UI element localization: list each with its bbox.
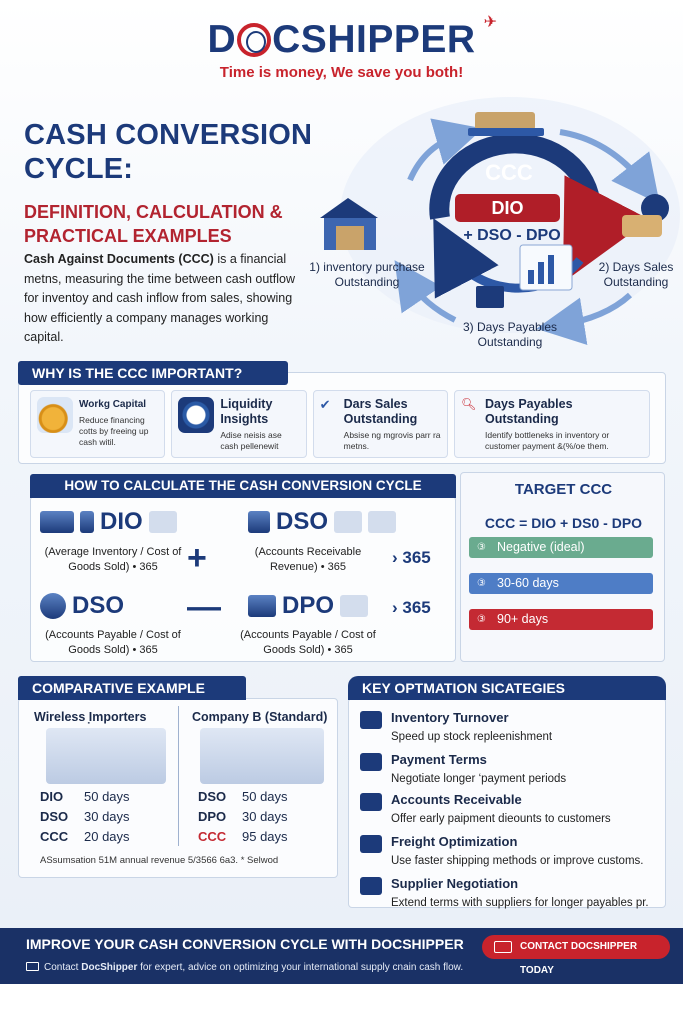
strategy-desc: Extend terms with suppliers for longer payables pr. [391,897,649,909]
document-icon [360,877,382,895]
bar-label: 30-60 days [497,576,559,590]
strategy-payment-terms [360,752,665,787]
search-icon: ✔ [319,397,331,412]
coins-icon [37,397,73,433]
note-brand: DocShipper [81,962,138,973]
minus-operator: — [187,588,221,626]
globe-icon [237,23,271,57]
why-card-title: Days Payables Outstanding [484,397,573,426]
cycle-step-2: 2) Days Sales Outstanding [598,260,674,289]
comp-b-row [198,826,288,847]
bar-marker: ③ [477,542,486,553]
metric-key: CCC [40,829,69,844]
truck-icon [248,595,276,617]
why-card-title: Dars Sales Outstanding [343,397,418,426]
office-illustration [200,728,324,784]
why-card-desc: Adise neisis ase cash pellenewit [220,430,282,451]
intro-paragraph [24,250,309,348]
comparative-heading: COMPARATIVE EXAMPLE [18,676,246,700]
why-card-dpo [454,390,650,458]
person-icon [40,593,66,619]
metric-value: 95 days [242,829,288,844]
comp-a-row [40,826,130,847]
cycle-diagram [300,90,683,360]
page-subtitle: DEFINITION, CALCULATION & PRACTICAL EXAMPLES [24,202,283,246]
metric-value: 20 days [84,829,130,844]
brand-header [0,14,683,81]
target-bar-30-60 [469,573,653,594]
stack-icon [360,753,382,771]
warehouse-illustration [46,728,166,784]
magnifier-icon: 🔍︎ [460,397,477,411]
strategy-title: Supplier Negotiation [391,876,519,891]
cycle-step-3: 3) Days Payables Outstanding [462,320,558,349]
strategy-inventory-turnover [360,710,665,745]
strategy-desc: Use faster shipping methods or improve customs. [391,855,644,867]
bar-label: Negative (ideal) [497,540,585,554]
metric-value: 50 days [242,789,288,804]
plus-operator: + [187,539,207,577]
comp-b-row [198,806,288,827]
clock-icon [178,397,214,433]
strategy-supplier-negotiation [360,876,665,911]
bar-label: 90+ days [497,612,549,626]
cycle-dso-dpo-label: + DSO - DPO [463,227,561,244]
envelope-icon [26,962,39,971]
intro-bold: Cash Against Documents (CCC) [24,252,214,266]
metric-key: CCC [198,829,227,844]
cycle-step-1: 1) inventory purchase Outstanding [309,260,425,289]
mail-icon [494,941,512,953]
why-card-liquidity [171,390,306,458]
why-cards [30,390,650,458]
calc-dpo-formula: (Accounts Payable / Cost of Goods Sold) • 365 [240,629,376,656]
docshipper-logo[interactable] [207,18,475,62]
company-a-name: Wireless ̣Importers [34,710,147,724]
cta-label: CONTACT DOCSHIPPER TODAY [520,941,638,976]
column-divider [178,706,179,846]
bar-marker: ③ [477,614,486,625]
target-heading: TARGET CCC [514,481,613,498]
why-heading: WHY IS THE CCC IMPORTANT? [18,361,288,385]
note-post: for expert, advice on optimizing your international supply cnain cash flow. [137,962,464,973]
boxes-icon [368,511,396,533]
logo-wordmark: CSHIPPER [272,18,476,61]
times-365-2: › 365 [392,598,431,617]
metric-key: DSO [40,809,69,824]
building-icon [248,511,270,533]
calc-dio-term: DIO [100,508,143,535]
logo-letter-d: D [207,18,237,61]
footer-note [26,962,463,973]
bar-icon [80,511,94,533]
why-card-dso [313,390,448,458]
calc-dso-2 [40,592,124,620]
target-bar-negative [469,537,653,558]
calc-dso [248,508,396,536]
calc-dso2-term: DSO [72,592,125,619]
calc-dpo [248,592,368,620]
calc-heading: HOW TO CALCULATE THE CASH CONVERSION CYCLE [30,474,456,498]
strategy-title: Inventory Turnover [391,710,509,725]
metric-key: DSO [198,789,227,804]
calc-dio-formula: (Average Inventory / Cost of Goods Sold) • 365 [44,546,182,573]
why-card-desc: Reduce financing cotts by freeing up cash witil. [79,415,149,447]
footer-title: IMPROVE YOUR CASH CONVERSION CYCLE WITH DOCSHIPPER [26,936,464,952]
metric-key: DIO [40,789,64,804]
airplane-icon: ✈ [483,14,497,31]
strategy-accounts-receivable [360,792,665,827]
strategy-desc: Speed up stock repleenishment [391,731,553,743]
target-bar-90-plus [469,609,653,630]
calc-dso2-formula: (Accounts Payable / Cost of Goods Sold) • 365 [45,629,181,656]
bar-marker: ③ [477,578,486,589]
times-365-1: › 365 [392,548,431,567]
truck-icon [360,835,382,853]
calc-dso-term: DSO [276,508,329,535]
company-b-name: Company B (Standard) [192,710,328,724]
warehouse-icon [40,511,74,533]
metric-key: DPO [198,809,227,824]
why-card-desc: Absise ng mgrovis parr ra metns. [343,430,441,451]
comp-a-row [40,806,130,827]
boxes-icon [149,511,177,533]
page-title: CASH CONVERSION CYCLE: [24,119,313,185]
calc-dso-formula: (Accounts Receivable Revenue) • 365 [254,546,362,573]
strategies-heading: KEY OPTMATION SICATEGIES [348,676,666,700]
note-pre: Contact [44,962,82,973]
strategy-freight-optimization [360,834,665,869]
contact-docshipper-button[interactable] [482,935,670,976]
strategy-desc: Negotiate longer ‘payment periods [391,773,567,785]
metric-value: 30 days [242,809,288,824]
why-card-title: Workg Capital [79,399,147,410]
strategy-title: Freight Optimization [391,834,518,849]
calculator-icon [360,793,382,811]
strategy-title: Accounts Receivable [391,792,522,807]
boxes-icon [340,595,368,617]
bottom-whitespace [0,984,683,1024]
comp-b-row [198,786,288,807]
cycle-ccc-label: CCC [485,160,533,185]
strategy-title: Payment Terms [391,752,487,767]
why-card-desc: Identify bottleneks in inventory or customer payment &(%/oe them. [484,430,610,451]
why-card-title: Liquidity Insights [220,397,273,426]
title-block [24,118,324,248]
metric-value: 30 days [84,809,130,824]
target-formula: CCC = DIO + DS0 - DPO [484,515,643,531]
cycle-dio-label: DIO [455,194,560,222]
intro-text: is a financial metns, measuring the time between cash outflow for inventoy and cash inflow from sales, showing how efficiently a company manages working capital. [24,252,295,344]
target-panel [460,472,665,662]
why-card-working-capital [30,390,165,458]
strategy-desc: Offer early paipment dieounts to customers [391,813,611,825]
metric-value: 50 days [84,789,130,804]
brand-tagline: Time is money, We save you both! [219,64,464,81]
assumption-note: ASsumsation 51M annual revenue 5/3566 6a3. * Selwod [40,855,279,866]
refresh-icon [360,711,382,729]
footer-banner [0,928,683,984]
calc-dpo-term: DPO [282,592,335,619]
calc-dio [40,508,177,536]
comp-a-row [40,786,130,807]
boxes-icon [334,511,362,533]
